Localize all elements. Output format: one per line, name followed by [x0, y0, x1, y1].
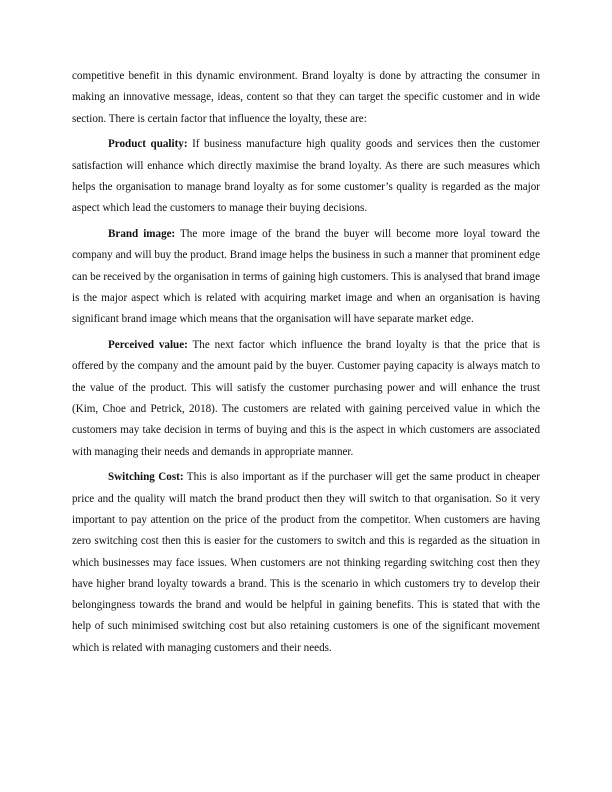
brand-image-heading: Brand image: [108, 228, 176, 241]
brand-image-text: The more image of the brand the buyer will become more loyal toward the company and will buy the product. Brand image helps the business in such a manner that prominent edge can be received by the organisation in terms of gaining high customers. This is analysed that brand image is the major aspect which is related with acquiring market image and when an organisation is having significant brand image which means that the organisation will have separate market edge. [72, 228, 540, 326]
product-quality-text: If business manufacture high quality goods and services then the customer satisfaction will enhance which directly maximise the brand loyalty. As there are such measures which helps the organisation to manage brand loyalty as for some customer’s quality is regarded as the major aspect which lead the customers to manage their buying decisions. [72, 138, 540, 215]
perceived-value-heading: Perceived value: [108, 339, 188, 352]
document-page [72, 66, 540, 664]
perceived-value-text: The next factor which influence the brand loyalty is that the price that is offered by the company and the amount paid by the buyer. Customer paying capacity is always match to the value of the product. This will satisfy the customer purchasing power and will enhance the trust (Kim, Choe and Petrick, 2018). The customers are related with gaining perceived value in which the customers may take decision in terms of buying and this is the aspect in which customers are associated with managing their needs and demands in appropriate manner. [72, 339, 540, 458]
product-quality-heading: Product quality: [108, 138, 188, 151]
switching-cost-text: This is also important as if the purchaser will get the same product in cheaper price and the quality will match the brand product then they will switch to that organisation. So it very important to pay attention on the price of the product from the competitor. When customers are having zero switching cost then this is easier for the customers to switch and this is regarded as the situation in which businesses may face issues. When customers are not thinking regarding switching cost then they have higher brand loyalty towards a brand. This is the scenario in which customers try to develop their belongingness towards the brand and would be helpful in gaining benefits. This is stated that with the help of such minimised switching cost but also retaining customers is one of the significant movement which is related with managing customers and their needs. [72, 471, 540, 654]
switching-cost-heading: Switching Cost: [108, 471, 184, 484]
paragraph-switching-cost [72, 467, 540, 659]
paragraph-perceived-value [72, 335, 540, 463]
paragraph-product-quality [72, 134, 540, 219]
paragraph-intro-text: competitive benefit in this dynamic environment. Brand loyalty is done by attracting the consumer in making an innovative message, ideas, content so that they can target the specific customer and in wide section. There is certain factor that influence the loyalty, these are: [72, 70, 540, 125]
paragraph-brand-image [72, 224, 540, 330]
paragraph-intro [72, 66, 540, 130]
